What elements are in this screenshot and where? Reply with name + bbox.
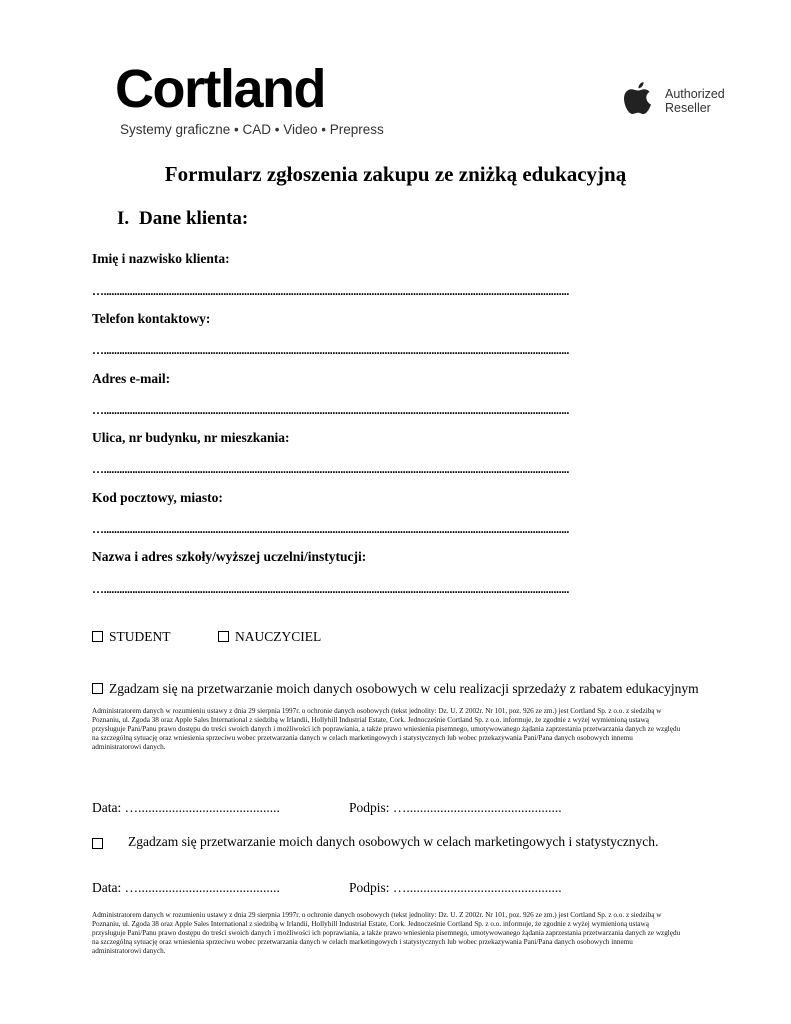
student-option[interactable] xyxy=(92,629,171,645)
form-title: Formularz zgłoszenia zakupu ze zniżką edukacyjną xyxy=(164,162,627,186)
company-logo: Cortland xyxy=(115,59,325,119)
signature-field-1[interactable]: Podpis: ….............................................. xyxy=(349,800,562,815)
checkbox-icon[interactable] xyxy=(92,838,103,849)
field-input-name[interactable]: …................................................................................................................................................................................... xyxy=(92,285,570,297)
badge-line-1: Authorized xyxy=(665,87,725,101)
date-field-1[interactable]: Data: ….......................................... xyxy=(92,800,280,815)
field-input-street[interactable]: …................................................................................................................................................................................... xyxy=(92,463,570,475)
field-input-postal-city[interactable]: …................................................................................................................................................................................... xyxy=(92,523,570,535)
privacy-notice-2: Administratorem danych w rozumieniu ustawy z dnia 29 sierpnia 1997r. o ochronie danych osobowych (tekst jednolity: Dz. U. Z 2002r. Nr 101, poz. 926 ze zm.) jest Cortland Sp. z o.o. z siedzibą w Poznaniu, ul. Zgoda 38 oraz Apple Sales International z siedzibą w Irlandii, Hollyhill Industrial Estate, Cork. Jednocześnie Cortland Sp. z o.o. informuje, że zgodnie z wyżej wymienioną ustawą przysługuje Pani/Panu prawo dostępu do treści swoich danych i możliwości ich poprawiania, a także prawo wniesienia pisemnego, umotywowanego żądania zaprzestania przetwarzania danych ze względu na szczególną sytuację oraz wniesienia sprzeciwu wobec przetwarzania danych w celach marketingowych i statystycznych lub wobec przekazywania Pani/Pana danych osobowych innemu administratorowi danych. xyxy=(92,911,681,955)
apple-icon xyxy=(622,80,654,116)
student-label: STUDENT xyxy=(109,629,171,644)
company-tagline: Systemy graficzne • CAD • Video • Prepress xyxy=(120,122,384,137)
signature-field-2[interactable]: Podpis: ….............................................. xyxy=(349,880,562,895)
teacher-label: NAUCZYCIEL xyxy=(235,629,322,644)
field-label-postal-city: Kod pocztowy, miasto: xyxy=(92,490,223,505)
authorized-reseller-badge xyxy=(665,87,725,115)
field-label-school: Nazwa i adres szkoły/wyższej uczelni/instytucji: xyxy=(92,549,367,564)
field-label-name: Imię i nazwisko klienta: xyxy=(92,251,230,266)
date-field-2[interactable]: Data: ….......................................... xyxy=(92,880,280,895)
consent-marketing-label: Zgadzam się przetwarzanie moich danych osobowych w celach marketingowych i statystycznych. xyxy=(128,834,659,849)
consent-marketing-checkbox[interactable] xyxy=(92,835,109,853)
checkbox-icon[interactable] xyxy=(218,631,229,642)
teacher-option[interactable] xyxy=(218,629,321,645)
checkbox-icon[interactable] xyxy=(92,631,103,642)
field-input-phone[interactable]: …................................................................................................................................................................................... xyxy=(92,344,570,356)
section-number: I. xyxy=(117,208,130,229)
section-title: Dane klienta: xyxy=(139,208,249,229)
checkbox-icon[interactable] xyxy=(92,683,103,694)
field-label-phone: Telefon kontaktowy: xyxy=(92,311,211,326)
field-label-email: Adres e-mail: xyxy=(92,371,171,386)
field-input-school[interactable]: …................................................................................................................................................................................... xyxy=(92,583,570,595)
field-input-email[interactable]: …................................................................................................................................................................................... xyxy=(92,404,570,416)
privacy-notice-1: Administratorem danych w rozumieniu ustawy z dnia 29 sierpnia 1997r. o ochronie danych osobowych (tekst jednolity: Dz. U. Z 2002r. Nr 101, poz. 926 ze zm.) jest Cortland Sp. z o.o. z siedzibą w Poznaniu, ul. Zgoda 38 oraz Apple Sales International z siedzibą w Irlandii, Hollyhill Industrial Estate, Cork. Jednocześnie Cortland Sp. z o.o. informuje, że zgodnie z wyżej wymienioną ustawą przysługuje Pani/Panu prawo dostępu do treści swoich danych i możliwości ich poprawiania, a także prawo wniesienia pisemnego, umotywowanego żądania zaprzestania przetwarzania danych ze względu na szczególną sytuację oraz wniesienia sprzeciwu wobec przetwarzania danych w celach marketingowych i statystycznych lub wobec przekazywania Pani/Pana danych osobowych innemu administratorowi danych. xyxy=(92,707,681,751)
field-label-street: Ulica, nr budynku, nr mieszkania: xyxy=(92,430,290,445)
badge-line-2: Reseller xyxy=(665,101,711,115)
consent-sales-label: Zgadzam się na przetwarzanie moich danych osobowych w celu realizacji sprzedaży z rabatem edukacyjnym xyxy=(109,681,699,696)
consent-sales-option[interactable] xyxy=(92,681,699,697)
